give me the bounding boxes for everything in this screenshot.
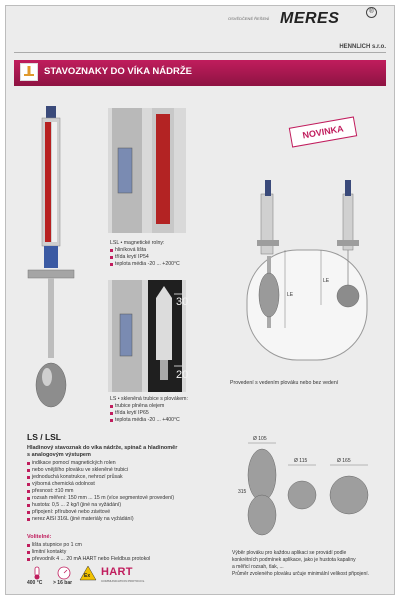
float-dim: Ø 105 bbox=[253, 436, 267, 442]
feature-item: jednoduchá konstrukce, nehrozí průsak bbox=[27, 474, 174, 481]
header-divider bbox=[14, 52, 386, 53]
ls-detail-photo bbox=[108, 280, 189, 392]
float-note-line: a měřicí rozsah, tlak, ... bbox=[232, 564, 284, 570]
ex-badge-label: Ex bbox=[84, 573, 91, 579]
page-title: STAVOZNAKY DO VÍKA NÁDRŽE bbox=[44, 66, 192, 77]
float-note-line: Průměr zvoleného plováku určuje minimální velikost připojení. bbox=[232, 571, 370, 577]
ls-item: třída krytí IP65 bbox=[110, 410, 188, 417]
temperature-badge: 400 °C bbox=[27, 580, 43, 586]
tank-dim-label: LE bbox=[287, 292, 294, 298]
lsl-caption: LSL • magnetické rolny: bbox=[110, 240, 165, 246]
optional-heading: Volitelné: bbox=[27, 534, 52, 540]
meres-logo: MERES bbox=[280, 10, 340, 27]
feature-item: nerez AISI 316L (jiné materiály na vyžádání) bbox=[27, 516, 174, 523]
float-dim: 315 bbox=[238, 489, 247, 495]
ls-text bbox=[110, 396, 188, 424]
company-name: HENNLICH s.r.o. bbox=[339, 44, 386, 50]
float-diagrams bbox=[238, 433, 388, 543]
ls-item: teplota média -20 ... +400°C bbox=[110, 417, 188, 424]
ls-item: trubice plněna olejem bbox=[110, 403, 188, 410]
pressure-badge: > 16 bar bbox=[53, 580, 73, 586]
lsl-detail-photo bbox=[108, 108, 186, 233]
level-gauge-illustration bbox=[20, 100, 100, 430]
float-dim: Ø 165 bbox=[337, 458, 351, 464]
float-note-line: Výběr plováku pro každou aplikaci se provádí podle bbox=[232, 550, 347, 556]
lsl-item: teplota média -20 ... +200°C bbox=[110, 261, 180, 268]
title-icon bbox=[20, 63, 38, 81]
feature-item: výborná chemická odolnost bbox=[27, 481, 174, 488]
tank-caption: Provedení s vedením plováku nebo bez vedení bbox=[230, 380, 339, 386]
temperature-icon bbox=[27, 566, 47, 580]
feature-item: nebo vnějšího plováku ve skleněné trubici bbox=[27, 467, 174, 474]
float-note bbox=[232, 550, 369, 578]
hart-subtitle: COMMUNICATION PROTOCOL bbox=[101, 579, 145, 583]
feature-list bbox=[27, 460, 174, 523]
optional-list bbox=[27, 542, 150, 563]
feature-item: indikace pomocí magnetických rolen bbox=[27, 460, 174, 467]
hart-logo: HART bbox=[101, 566, 133, 578]
ls-caption: LS • skleněná trubice s plovákem: bbox=[110, 396, 188, 402]
intro-line: s analogovým výstupem bbox=[27, 452, 91, 458]
lsl-text bbox=[110, 240, 180, 268]
optional-item: limitní kontakty bbox=[27, 549, 150, 556]
product-intro bbox=[27, 445, 177, 459]
optional-item: převodník 4 ... 20 mA HART nebo Fieldbus protokol bbox=[27, 556, 150, 563]
scale-label-top: 30 bbox=[176, 296, 189, 308]
optional-item: lišta stupnice po 1 cm bbox=[27, 542, 150, 549]
tank-diagram bbox=[225, 170, 387, 375]
lsl-item: hliníková lišta bbox=[110, 247, 180, 254]
pressure-icon bbox=[56, 566, 72, 580]
feature-item: rozsah měření: 150 mm ... 15 m (více segmentové provedení) bbox=[27, 495, 174, 502]
logo-tagline: OSVĚDČENÉ ŘEŠENÍ bbox=[228, 16, 270, 21]
product-heading: LS / LSL bbox=[27, 432, 61, 442]
float-dim: Ø 115 bbox=[294, 458, 308, 464]
feature-item: přesnost: ±10 mm bbox=[27, 488, 174, 495]
new-badge: NOVINKA bbox=[289, 116, 357, 147]
intro-line: Hladinový stavoznak do víka nádrže, spínač a hladinoměr bbox=[27, 445, 178, 451]
tank-dim-label: LE bbox=[323, 278, 330, 284]
scale-label-bottom: 20 bbox=[176, 369, 189, 381]
feature-item: připojení: přírubové nebo závitové bbox=[27, 509, 174, 516]
float-note-line: konkrétních podmínek aplikace, jako je hustota kapaliny bbox=[232, 557, 356, 563]
feature-item: hustota: 0,5 ... 2 kg/l (jiné na vyžádání) bbox=[27, 502, 174, 509]
lsl-item: třída krytí IP54 bbox=[110, 254, 180, 261]
registered-mark: ® bbox=[366, 7, 377, 18]
